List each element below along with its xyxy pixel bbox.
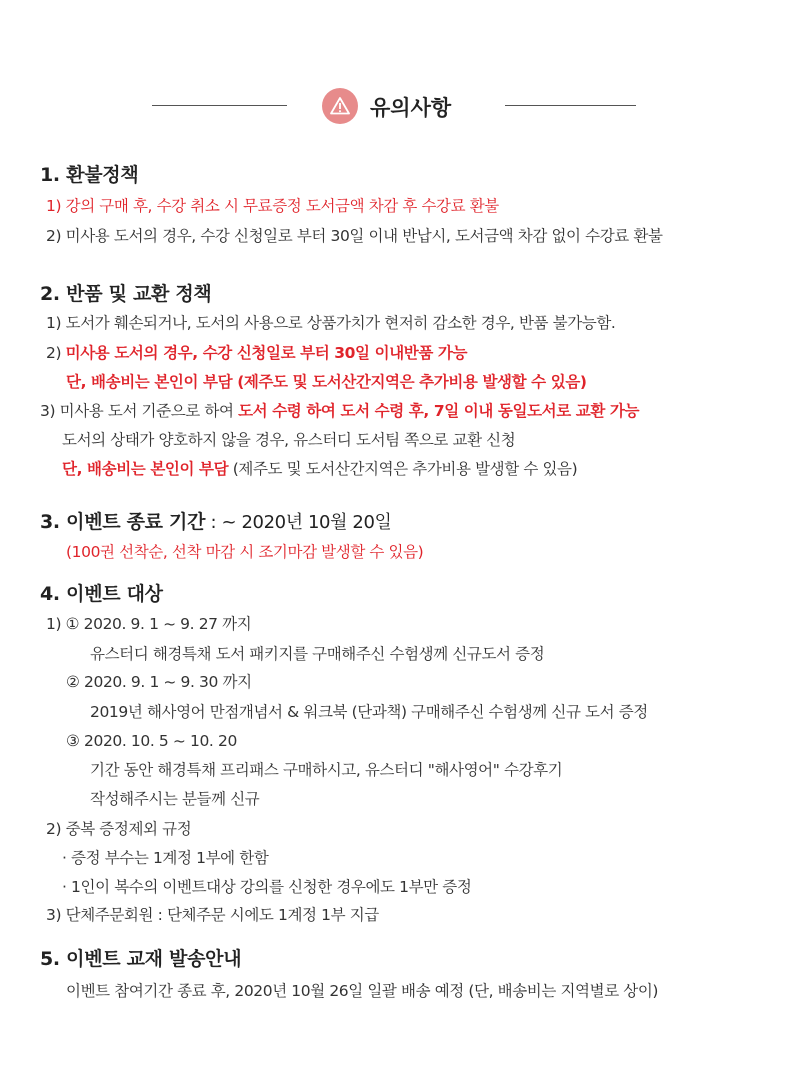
target-item-2-date: ② 2020. 9. 1 ~ 9. 30 까지 (66, 673, 252, 691)
section-title-target: 4. 이벤트 대상 (40, 583, 163, 605)
return-item-2-shipping: 단, 배송비는 본인이 부담 (제주도 및 도서산간지역은 추가비용 발생할 수 있음) (66, 373, 587, 391)
event-period-note: (100권 선착순, 선착 마감 시 조기마감 발생할 수 있음) (66, 543, 424, 561)
return-item-2-number: 2) (46, 344, 66, 362)
return-item-2 (46, 342, 467, 364)
section-title-return: 2. 반품 및 교환 정책 (40, 283, 212, 305)
target-item-3-desc-2: 작성해주시는 분들께 신규 (90, 790, 260, 808)
section-title-refund: 1. 환불정책 (40, 164, 139, 186)
section-title-shipping: 5. 이벤트 교재 발송안내 (40, 948, 242, 970)
section-title-period: 3. 이벤트 종료 기간 (40, 511, 206, 533)
target-item-3-desc-1: 기간 동안 해경특채 프리패스 구매하시고, 유스터디 "해사영어" 수강후기 (90, 761, 563, 779)
return-item-3-shipping-highlight: 단, 배송비는 본인이 부담 (62, 460, 229, 478)
page-title: 유의사항 (370, 96, 452, 120)
refund-item-2: 2) 미사용 도서의 경우, 수강 신청일로 부터 30일 이내 반납시, 도서금액 차감 없이 수강료 환불 (46, 227, 663, 245)
header-divider-left (152, 105, 287, 106)
group-order-rule: 3) 단체주문회원 : 단체주문 시에도 1계정 1부 지급 (46, 906, 379, 924)
refund-item-1: 1) 강의 구매 후, 수강 취소 시 무료증정 도서금액 차감 후 수강료 환불 (46, 197, 499, 215)
shipping-info: 이벤트 참여기간 종료 후, 2020년 10월 26일 일괄 배송 예정 (단, 배송비는 지역별로 상이) (66, 982, 659, 1000)
target-item-2-desc: 2019년 해사영어 만점개념서 & 워크북 (단과책) 구매해주신 수험생께 신규 도서 증정 (90, 703, 648, 721)
event-period-date: : ~ 2020년 10월 20일 (205, 512, 392, 533)
event-period (40, 511, 392, 534)
header-divider-right (505, 105, 636, 106)
return-item-3-prefix: 3) 미사용 도서 기준으로 하여 (40, 402, 239, 420)
return-item-3-shipping (62, 458, 577, 480)
return-item-3-condition: 도서의 상태가 양호하지 않을 경우, 유스터디 도서팀 쪽으로 교환 신청 (62, 431, 516, 449)
notice-header (0, 86, 800, 126)
target-item-1-date: 1) ① 2020. 9. 1 ~ 9. 27 까지 (46, 615, 252, 633)
return-item-1: 1) 도서가 훼손되거나, 도서의 사용으로 상품가치가 현저히 감소한 경우, 반품 불가능함. (46, 314, 616, 332)
duplicate-rule-title: 2) 중복 증정제외 규정 (46, 820, 192, 838)
return-item-3-shipping-note: (제주도 및 도서산간지역은 추가비용 발생할 수 있음) (228, 460, 578, 478)
duplicate-rule-a: · 증정 부수는 1계정 1부에 한함 (62, 849, 269, 867)
return-item-3-highlight: 도서 수령 하여 도서 수령 후, 7일 이내 동일도서로 교환 가능 (238, 402, 640, 420)
warning-icon (322, 88, 358, 124)
return-item-2-text: 미사용 도서의 경우, 수강 신청일로 부터 30일 이내반품 가능 (65, 344, 468, 362)
duplicate-rule-b: · 1인이 복수의 이벤트대상 강의를 신청한 경우에도 1부만 증정 (62, 878, 472, 896)
target-item-3-date: ③ 2020. 10. 5 ~ 10. 20 (66, 732, 237, 750)
return-item-3 (40, 400, 639, 422)
target-item-1-desc: 유스터디 해경특채 도서 패키지를 구매해주신 수험생께 신규도서 증정 (90, 645, 545, 663)
